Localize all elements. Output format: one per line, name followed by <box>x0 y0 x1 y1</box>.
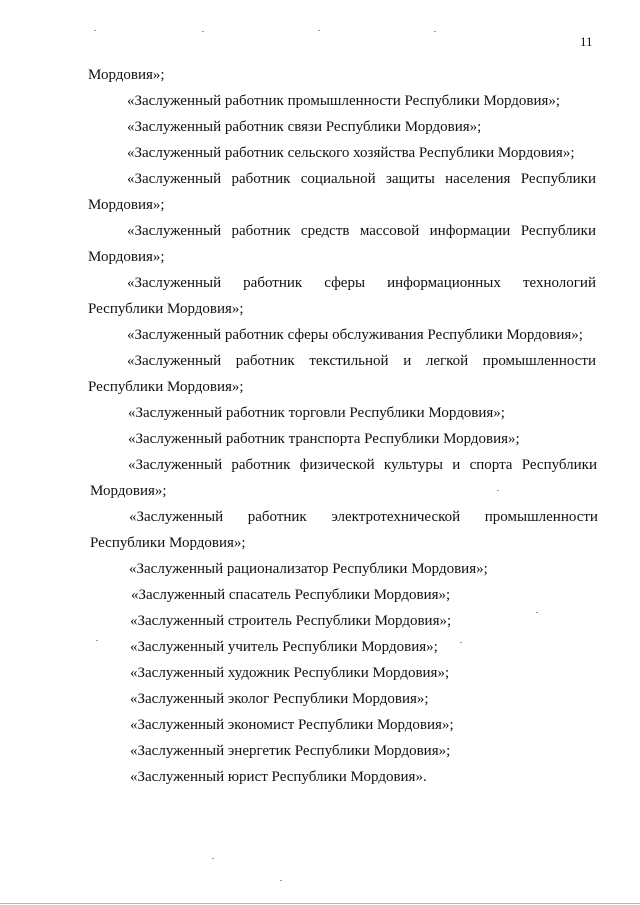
word: и <box>403 353 412 369</box>
text-line: Мордовия»; <box>88 67 165 83</box>
word: средств <box>300 223 350 239</box>
word: социальной <box>300 171 376 187</box>
word: «Заслуженный <box>127 275 222 291</box>
word: спорта <box>469 457 513 473</box>
text-line: Мордовия»; <box>88 249 165 265</box>
word: работник <box>247 509 307 525</box>
text-line: «Заслуженный экономист Республики Мордовия»; <box>130 717 454 733</box>
word: работник <box>231 223 291 239</box>
text-line: «Заслуженный работник транспорта Республики Мордовия»; <box>128 431 520 447</box>
scan-speck <box>536 612 538 613</box>
scan-speck <box>94 30 96 31</box>
text-line: Республики Мордовия»; <box>90 535 246 551</box>
text-line: «Заслуженный работник промышленности Республики Мордовия»; <box>127 93 561 109</box>
scan-speck <box>96 640 98 641</box>
word: работник <box>231 171 291 187</box>
word: сферы <box>324 275 366 291</box>
text-line: «Заслуженный энергетик Республики Мордовия»; <box>130 743 451 759</box>
justified-line <box>129 508 598 526</box>
scan-speck <box>460 642 462 643</box>
text-line: «Заслуженный работник сферы обслуживания Республики Мордовия»; <box>127 327 583 343</box>
word: и <box>452 457 461 473</box>
word: «Заслуженный <box>128 457 223 473</box>
word: Республики <box>521 457 597 473</box>
justified-line <box>127 222 596 240</box>
text-line: «Заслуженный работник торговли Республики Мордовия»; <box>128 405 505 421</box>
text-line: «Заслуженный эколог Республики Мордовия»; <box>130 691 429 707</box>
word: «Заслуженный <box>127 223 222 239</box>
word: «Заслуженный <box>129 509 224 525</box>
word: «Заслуженный <box>127 171 222 187</box>
justified-line <box>127 274 596 292</box>
word: промышленности <box>482 353 596 369</box>
text-line: «Заслуженный работник связи Республики Мордовия»; <box>127 119 482 135</box>
word: физической <box>299 457 375 473</box>
text-line: «Заслуженный юрист Республики Мордовия». <box>130 769 427 785</box>
word: культуры <box>383 457 444 473</box>
scan-speck <box>280 880 282 881</box>
word: «Заслуженный <box>127 353 222 369</box>
text-line: «Заслуженный строитель Республики Мордовия»; <box>130 613 452 629</box>
word: технологий <box>522 275 596 291</box>
word: работник <box>235 353 295 369</box>
scan-speck <box>318 30 320 31</box>
word: Республики <box>520 223 596 239</box>
text-line: «Заслуженный учитель Республики Мордовия»; <box>130 639 438 655</box>
word: работник <box>243 275 303 291</box>
word: работник <box>231 457 291 473</box>
scan-speck <box>434 31 436 32</box>
word: информационных <box>387 275 501 291</box>
text-line: «Заслуженный художник Республики Мордовия»; <box>130 665 450 681</box>
word: Республики <box>520 171 596 187</box>
text-line: «Заслуженный спасатель Республики Мордовия»; <box>131 587 451 603</box>
scan-speck <box>497 490 499 491</box>
text-line: «Заслуженный работник сельского хозяйства Республики Мордовия»; <box>127 145 575 161</box>
word: промышленности <box>484 509 598 525</box>
justified-line <box>127 352 596 370</box>
scan-speck <box>202 31 204 32</box>
text-line: «Заслуженный рационализатор Республики Мордовия»; <box>129 561 488 577</box>
word: легкой <box>425 353 469 369</box>
word: защиты <box>385 171 435 187</box>
word: информации <box>429 223 511 239</box>
word: массовой <box>359 223 420 239</box>
text-line: Мордовия»; <box>90 483 167 499</box>
justified-line <box>128 456 597 474</box>
word: текстильной <box>309 353 389 369</box>
word: электротехнической <box>331 509 461 525</box>
scan-edge-line <box>0 903 640 904</box>
scan-speck <box>212 858 214 859</box>
text-line: Мордовия»; <box>88 197 165 213</box>
justified-line <box>127 170 596 188</box>
page-number: 11 <box>580 34 593 49</box>
word: населения <box>445 171 511 187</box>
text-line: Республики Мордовия»; <box>88 301 244 317</box>
text-line: Республики Мордовия»; <box>88 379 244 395</box>
